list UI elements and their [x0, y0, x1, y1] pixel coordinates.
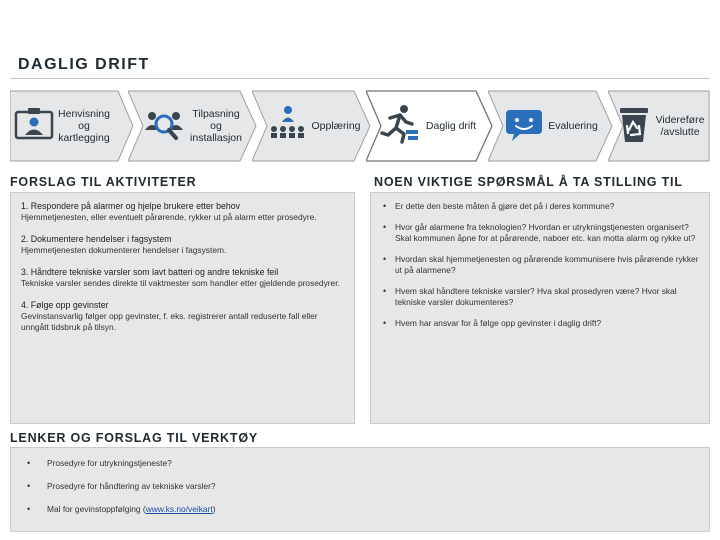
- process-step-label: Tilpasning og installasjon: [190, 108, 242, 144]
- veikart-link[interactable]: www.ks.no/veikart: [145, 504, 213, 514]
- page-title: DAGLIG DRIFT: [18, 56, 150, 73]
- bullet-icon: •: [383, 201, 387, 211]
- tool-item: [21, 500, 699, 523]
- question-item: [381, 286, 699, 308]
- tool-item: [21, 454, 699, 477]
- activities-heading: FORSLAG TIL AKTIVITETER: [10, 175, 197, 189]
- process-step-label: Henvisning og kartlegging: [58, 108, 110, 144]
- question-text: Hvor går alarmene fra teknologien? Hvordan er utrykningstjenesten organisert? Skal kommunen åpne for at pårørende, naboer etc. kan motta alarm og rykke ut?: [395, 222, 696, 243]
- process-step-label: Evaluering: [548, 120, 598, 132]
- tool-text: Mal for gevinstoppfølging (: [47, 504, 146, 514]
- activity-item: [21, 267, 344, 289]
- bullet-icon: •: [383, 286, 387, 296]
- questions-heading: NOEN VIKTIGE SPØRSMÅL Å TA STILLING TIL: [374, 175, 683, 189]
- activity-text: Tekniske varsler sendes direkte til vaktmester som handler etter gjeldende prosedyrer.: [21, 278, 340, 288]
- running-person-icon: [376, 102, 420, 146]
- activity-title: 4. Følge opp gevinster: [21, 300, 109, 310]
- activity-title: 2. Dokumentere hendelser i fagsystem: [21, 234, 172, 244]
- question-text: Hvem har ansvar for å følge opp gevinster i daglig drift?: [395, 318, 602, 328]
- recycle-bin-icon: [612, 102, 656, 146]
- activity-item: [21, 201, 344, 223]
- links-panel: [10, 447, 710, 532]
- process-step-evaluering[interactable]: [488, 90, 614, 162]
- activity-text: Gevinstansvarlig følger opp gevinster, f. eks. registrerer antall reduserte fall eller unngått tidsbruk på tilsyn.: [21, 311, 318, 332]
- process-step-label: Videreføre /avslutte: [655, 114, 705, 138]
- process-flow: [10, 90, 710, 162]
- process-step-label: Opplæring: [311, 120, 361, 132]
- tool-text-suffix: ): [212, 504, 216, 514]
- bullet-icon: •: [27, 458, 31, 468]
- bullet-icon: •: [27, 504, 31, 514]
- tool-text: Prosedyre for utrykningstjeneste?: [47, 458, 172, 468]
- bullet-icon: •: [383, 254, 387, 264]
- process-step-label: Daglig drift: [425, 120, 477, 132]
- question-item: [381, 318, 699, 329]
- question-text: Er dette den beste måten å gjøre det på i deres kommune?: [395, 201, 615, 211]
- question-item: [381, 201, 699, 212]
- tool-item: [21, 477, 699, 500]
- process-step-opplaering[interactable]: [252, 90, 372, 162]
- question-text: Hvem skal håndtere tekniske varsler? Hva skal prosedyren være? Hvor skal tekniske varsler dokumenteres?: [395, 286, 677, 307]
- question-text: Hvordan skal hjemmetjenesten og pårørende kommunisere hvis pårørende rykker ut på alarmene?: [395, 254, 699, 275]
- links-heading: LENKER OG FORSLAG TIL VERKTØY: [10, 431, 258, 445]
- activity-title: 3. Håndtere tekniske varsler som lavt batteri og andre tekniske feil: [21, 267, 279, 277]
- bullet-icon: •: [27, 481, 31, 491]
- questions-panel: [370, 192, 710, 424]
- bullet-icon: •: [383, 222, 387, 232]
- activity-title: 1. Respondere på alarmer og hjelpe brukere etter behov: [21, 201, 241, 211]
- question-item: [381, 222, 699, 244]
- question-item: [381, 254, 699, 276]
- bullet-icon: •: [383, 318, 387, 328]
- activity-item: [21, 300, 344, 333]
- title-divider: [10, 78, 710, 79]
- process-step-viderefore[interactable]: [608, 90, 710, 162]
- activities-panel: [10, 192, 355, 424]
- process-step-tilpasning[interactable]: [128, 90, 258, 162]
- process-step-daglig-drift[interactable]: [366, 90, 494, 162]
- process-step-henvisning[interactable]: [10, 90, 134, 162]
- activity-text: Hjemmetjenesten, eller eventuelt pårørende, rykker ut på alarm etter prosedyre.: [21, 212, 317, 222]
- activity-item: [21, 234, 344, 256]
- tool-text: Prosedyre for håndtering av tekniske varsler?: [47, 481, 216, 491]
- activity-text: Hjemmetjenesten dokumenterer hendelser i fagsystem.: [21, 245, 227, 255]
